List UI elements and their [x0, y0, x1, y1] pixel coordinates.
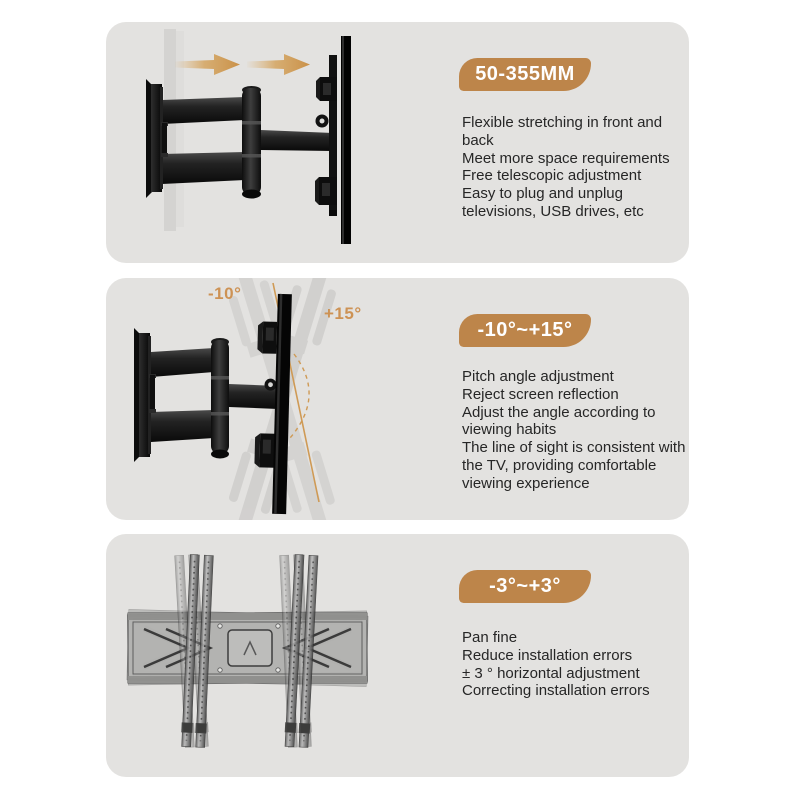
feature-line: Free telescopic adjustment	[462, 167, 642, 185]
feature-line: the TV, providing comfortable	[462, 456, 657, 474]
feature-line: Pan fine	[462, 629, 518, 646]
extend-arrows-icon	[175, 54, 310, 75]
feature-line: Easy to plug and unplug	[462, 185, 623, 203]
feature-line: Adjust the angle according to	[462, 403, 656, 421]
feature-line: Reject screen reflection	[462, 385, 619, 403]
feature-line: Flexible stretching in front and	[462, 114, 663, 131]
feature-line: Pitch angle adjustment	[462, 368, 614, 385]
feature-list-telescopic	[462, 114, 712, 221]
feature-line: viewing habits	[462, 421, 557, 439]
panel-telescopic	[106, 22, 689, 263]
pitch-min-label: -10°	[208, 284, 242, 303]
panel-pitch	[106, 278, 689, 520]
pitch-max-label: +15°	[324, 304, 362, 323]
feature-line: ± 3 ° horizontal adjustment	[462, 664, 640, 682]
feature-line: Reduce installation errors	[462, 646, 633, 664]
feature-line: back	[462, 131, 494, 149]
feature-line: viewing experience	[462, 474, 590, 492]
mount-extended-illustration	[126, 27, 376, 257]
feature-list-pitch	[462, 368, 712, 493]
telescopic-arms	[151, 348, 214, 442]
wall-plate	[134, 328, 156, 462]
feature-line: The line of sight is consistent with	[462, 439, 686, 457]
badge-pan-range: -3°~+3°	[459, 570, 591, 603]
badge-pitch-range: -10°~+15°	[459, 314, 591, 347]
pivot-column	[211, 338, 229, 459]
feature-line: televisions, USB drives, etc	[462, 202, 644, 220]
badge-telescopic-range: 50-355MM	[459, 58, 591, 91]
feature-line: Meet more space requirements	[462, 149, 670, 167]
wall-plate-ghosted	[127, 610, 368, 687]
pan-adjustment-illustration	[116, 549, 416, 769]
feature-line: Correcting installation errors	[462, 682, 650, 700]
pivot-column	[242, 86, 261, 199]
front-arm	[261, 130, 333, 151]
panel-pan	[106, 534, 689, 777]
feature-list-pan	[462, 629, 712, 700]
